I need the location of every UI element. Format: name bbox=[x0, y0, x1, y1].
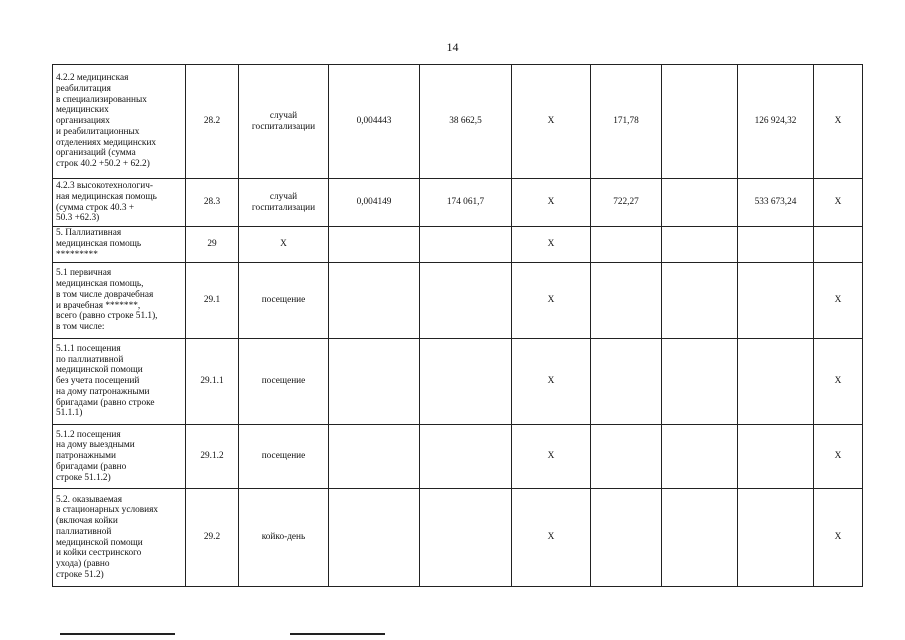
unit: случай госпитализации bbox=[239, 179, 329, 227]
unit: посещение bbox=[239, 339, 329, 425]
table-row bbox=[53, 227, 863, 263]
cell-col-7: X bbox=[814, 263, 863, 339]
unit: койко-день bbox=[239, 489, 329, 587]
cell-col-5 bbox=[662, 179, 738, 227]
table-row bbox=[53, 263, 863, 339]
line-number: 29 bbox=[186, 227, 239, 263]
row-name: 5.1.2 посещения на дому выездными патронажными бригадами (равно строке 51.1.2) bbox=[53, 425, 186, 489]
cell-col-2: 174 061,7 bbox=[420, 179, 512, 227]
cell-col-1 bbox=[329, 227, 420, 263]
table-row bbox=[53, 339, 863, 425]
cell-col-5 bbox=[662, 65, 738, 179]
cell-col-1 bbox=[329, 425, 420, 489]
cell-col-1 bbox=[329, 263, 420, 339]
cell-col-5 bbox=[662, 425, 738, 489]
row-name: 5. Паллиативная медицинская помощь ********* bbox=[53, 227, 186, 263]
cell-col-4: 722,27 bbox=[591, 179, 662, 227]
line-number: 29.2 bbox=[186, 489, 239, 587]
cell-col-3: X bbox=[512, 489, 591, 587]
cell-col-7: X bbox=[814, 179, 863, 227]
table-row bbox=[53, 179, 863, 227]
cell-col-4: 171,78 bbox=[591, 65, 662, 179]
cell-col-7 bbox=[814, 227, 863, 263]
cell-col-6 bbox=[738, 227, 814, 263]
cell-col-4 bbox=[591, 339, 662, 425]
cell-col-7: X bbox=[814, 489, 863, 587]
unit: X bbox=[239, 227, 329, 263]
cell-col-4 bbox=[591, 489, 662, 587]
line-number: 28.2 bbox=[186, 65, 239, 179]
cell-col-3: X bbox=[512, 263, 591, 339]
cell-col-1 bbox=[329, 339, 420, 425]
table-row bbox=[53, 489, 863, 587]
cell-col-4 bbox=[591, 425, 662, 489]
tariff-table bbox=[52, 64, 863, 587]
cell-col-5 bbox=[662, 263, 738, 339]
cell-col-3: X bbox=[512, 339, 591, 425]
footnote-rule bbox=[290, 633, 385, 635]
cell-col-2 bbox=[420, 227, 512, 263]
line-number: 29.1.2 bbox=[186, 425, 239, 489]
table-row bbox=[53, 65, 863, 179]
cell-col-1: 0,004443 bbox=[329, 65, 420, 179]
cell-col-3: X bbox=[512, 227, 591, 263]
cell-col-6 bbox=[738, 339, 814, 425]
cell-col-4 bbox=[591, 263, 662, 339]
cell-col-5 bbox=[662, 339, 738, 425]
cell-col-3: X bbox=[512, 425, 591, 489]
cell-col-2 bbox=[420, 425, 512, 489]
row-name: 5.1.1 посещения по паллиативной медицинской помощи без учета посещений на дому патронажными бригадами (равно строке 51.1.1) bbox=[53, 339, 186, 425]
cell-col-3: X bbox=[512, 65, 591, 179]
cell-col-6 bbox=[738, 425, 814, 489]
page-number: 14 bbox=[446, 40, 459, 54]
cell-col-3: X bbox=[512, 179, 591, 227]
line-number: 28.3 bbox=[186, 179, 239, 227]
table-row bbox=[53, 425, 863, 489]
line-number: 29.1.1 bbox=[186, 339, 239, 425]
cell-col-1: 0,004149 bbox=[329, 179, 420, 227]
cell-col-2: 38 662,5 bbox=[420, 65, 512, 179]
cell-col-6: 126 924,32 bbox=[738, 65, 814, 179]
cell-col-1 bbox=[329, 489, 420, 587]
cell-col-6 bbox=[738, 263, 814, 339]
row-name: 5.1 первичная медицинская помощь, в том числе доврачебная и врачебная *******, всего (равно строке 51.1), в том числе: bbox=[53, 263, 186, 339]
unit: посещение bbox=[239, 263, 329, 339]
cell-col-6 bbox=[738, 489, 814, 587]
cell-col-2 bbox=[420, 263, 512, 339]
footnote-rule bbox=[60, 633, 175, 635]
row-name: 4.2.2 медицинская реабилитация в специализированных медицинских организациях и реабилитационных отделениях медицинских организаций (сумма строк 40.2 +50.2 + 62.2) bbox=[53, 65, 186, 179]
unit: посещение bbox=[239, 425, 329, 489]
line-number: 29.1 bbox=[186, 263, 239, 339]
cell-col-5 bbox=[662, 227, 738, 263]
cell-col-7: X bbox=[814, 339, 863, 425]
cell-col-7: X bbox=[814, 65, 863, 179]
cell-col-4 bbox=[591, 227, 662, 263]
cell-col-2 bbox=[420, 489, 512, 587]
unit: случай госпитализации bbox=[239, 65, 329, 179]
row-name: 5.2. оказываемая в стационарных условиях (включая койки паллиативной медицинской помощи и койки сестринского ухода) (равно строке 51.2) bbox=[53, 489, 186, 587]
cell-col-2 bbox=[420, 339, 512, 425]
cell-col-5 bbox=[662, 489, 738, 587]
cell-col-6: 533 673,24 bbox=[738, 179, 814, 227]
cell-col-7: X bbox=[814, 425, 863, 489]
row-name: 4.2.3 высокотехнологич- ная медицинская помощь (сумма строк 40.3 + 50.3 +62.3) bbox=[53, 179, 186, 227]
